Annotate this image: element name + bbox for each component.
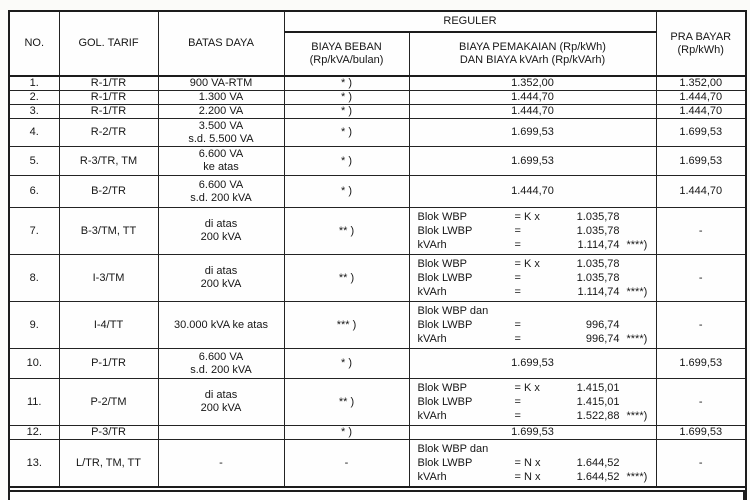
blok-line: kVArh = 1.522,88 ****) [417,410,648,422]
cell-pra-bayar: 1.699,53 [656,147,746,176]
cell-biaya-beban: * ) [284,176,409,208]
table-row [9,426,746,440]
cell-pra-bayar: 1.444,70 [656,105,746,119]
batas-line: s.d. 200 kVA [190,363,252,376]
cell-no: 5. [9,147,59,176]
blok-line: Blok WBP dan [417,305,489,317]
blok-line: Blok WBP = K x 1.415,01 [417,382,620,394]
table-row [9,147,746,176]
cell-pra-bayar: 1.352,00 [656,76,746,91]
table-row [9,379,746,426]
cell-biaya-beban: * ) [284,76,409,91]
cell-pra-bayar: 1.699,53 [656,426,746,440]
cell-gol-tarif: R-1/TR [59,91,158,105]
table-row [9,105,746,119]
cell-gol-tarif: P-3/TR [59,426,158,440]
header-reguler: REGULER [284,11,656,32]
cell-biaya-beban: * ) [284,147,409,176]
cell-biaya-pemakaian: 1.699,53 [409,349,656,379]
cell-no: 7. [9,208,59,255]
batas-line: 6.600 VA [198,148,244,160]
cell-biaya-beban: - [284,440,409,488]
cell-pra-bayar: - [656,302,746,349]
batas-line: 200 kVA [200,402,242,414]
blok-line: kVArh = 1.114,74 ****) [417,286,648,298]
cell-pra-bayar: 1.699,53 [656,349,746,379]
notes-box-top-edge [8,490,745,500]
cell-no: 12. [9,426,59,440]
blok-line: Blok LWBP = 996,74 [417,319,620,331]
cell-biaya-pemakaian: 1.699,53 [409,426,656,440]
cell-biaya-beban: ** ) [284,255,409,302]
table-row [9,119,746,147]
blok-line: Blok WBP = K x 1.035,78 [417,211,620,223]
cell-gol-tarif: R-1/TR [59,105,158,119]
cell-batas-daya [158,349,284,379]
cell-biaya-beban: * ) [284,105,409,119]
cell-no: 8. [9,255,59,302]
table-row [9,302,746,349]
header-pra-bayar [656,11,746,76]
cell-batas-daya [158,176,284,208]
header-row-top [9,11,746,32]
cell-biaya-pemakaian [409,379,656,426]
cell-pra-bayar: - [656,208,746,255]
cell-pra-bayar: - [656,379,746,426]
cell-gol-tarif: I-4/TT [59,302,158,349]
cell-gol-tarif: B-3/TM, TT [59,208,158,255]
cell-biaya-pemakaian: 1.699,53 [409,147,656,176]
cell-biaya-beban: ** ) [284,208,409,255]
cell-pra-bayar: 1.444,70 [656,176,746,208]
cell-batas-daya [158,379,284,426]
batas-line: ke atas [203,161,239,173]
header-gol-tarif: GOL. TARIF [59,11,158,76]
cell-batas-daya: 30.000 kVA ke atas [158,302,284,349]
blok-line: Blok LWBP = 1.415,01 [417,396,620,408]
cell-gol-tarif: L/TR, TM, TT [59,440,158,488]
cell-biaya-pemakaian: 1.352,00 [409,76,656,91]
blok-line: Blok LWBP = 1.035,78 [417,272,620,284]
cell-batas-daya [158,426,284,440]
cell-biaya-beban: * ) [284,91,409,105]
batas-line: di atas [204,265,238,277]
header-biaya-beban [284,32,409,76]
cell-biaya-beban: * ) [284,426,409,440]
cell-gol-tarif: B-2/TR [59,176,158,208]
cell-gol-tarif: P-1/TR [59,349,158,379]
blok-line: kVArh = 996,74 ****) [417,333,648,345]
table-row [9,91,746,105]
cell-batas-daya [158,147,284,176]
table-row [9,255,746,302]
cell-batas-daya: 2.200 VA [158,105,284,119]
batas-line: di atas [204,218,238,230]
cell-biaya-beban: ** ) [284,379,409,426]
cell-no: 3. [9,105,59,119]
cell-no: 2. [9,91,59,105]
cell-gol-tarif: I-3/TM [59,255,158,302]
header-pra-bayar-line1: PRA BAYAR [670,30,732,43]
cell-no: 6. [9,176,59,208]
tariff-table [8,10,747,500]
batas-line: 200 kVA [200,231,242,243]
cell-no: 11. [9,379,59,426]
cell-biaya-pemakaian [409,208,656,255]
cell-batas-daya [158,255,284,302]
cell-batas-daya: 900 VA-RTM [158,76,284,91]
header-no: NO. [9,11,59,76]
batas-line: s.d. 200 kVA [190,191,252,204]
cell-gol-tarif: R-2/TR [59,119,158,147]
table-row [9,208,746,255]
blok-line: Blok LWBP = 1.035,78 [417,225,620,237]
blok-line: kVArh = N x 1.644,52 ****) [417,471,648,483]
batas-line: 6.600 VA [198,178,244,191]
blok-line: Blok WBP = K x 1.035,78 [417,258,620,270]
batas-line: 3.500 VA [198,119,244,132]
cell-biaya-pemakaian [409,302,656,349]
cell-gol-tarif: R-1/TR [59,76,158,91]
cell-biaya-beban: * ) [284,119,409,147]
cell-gol-tarif: P-2/TM [59,379,158,426]
header-pra-bayar-line2: (Rp/kWh) [677,43,724,56]
blok-line: kVArh = 1.114,74 ****) [417,239,648,251]
batas-line: 200 kVA [200,278,242,290]
header-batas-daya: BATAS DAYA [158,11,284,76]
cell-no: 9. [9,302,59,349]
blok-line: Blok WBP dan [417,443,489,455]
cell-no: 10. [9,349,59,379]
header-biaya-pemakaian-line2: DAN BIAYA kVArh (Rp/kVArh) [459,54,606,66]
cell-biaya-pemakaian: 1.444,70 [409,105,656,119]
cell-pra-bayar: 1.444,70 [656,91,746,105]
cell-batas-daya [158,119,284,147]
cell-batas-daya: - [158,440,284,488]
cell-gol-tarif: R-3/TR, TM [59,147,158,176]
batas-line: 6.600 VA [198,350,244,363]
cell-pra-bayar: - [656,440,746,488]
cell-biaya-beban: * ) [284,349,409,379]
cell-biaya-pemakaian: 1.699,53 [409,119,656,147]
cell-pra-bayar: 1.699,53 [656,119,746,147]
batas-line: s.d. 5.500 VA [188,132,254,145]
header-biaya-pemakaian [409,32,656,76]
cell-batas-daya: 1.300 VA [158,91,284,105]
cell-batas-daya [158,208,284,255]
header-biaya-beban-line2: (Rp/kVA/bulan) [309,54,384,66]
cell-pra-bayar: - [656,255,746,302]
blok-line: Blok LWBP = N x 1.644,52 [417,457,620,469]
cell-no: 4. [9,119,59,147]
cell-biaya-pemakaian: 1.444,70 [409,176,656,208]
header-biaya-pemakaian-line1: BIAYA PEMAKAIAN (Rp/kWh) [459,41,606,53]
cell-biaya-pemakaian [409,440,656,488]
batas-line: di atas [204,389,238,401]
table-row [9,440,746,488]
cell-biaya-pemakaian [409,255,656,302]
cell-no: 13. [9,440,59,488]
table-row [9,76,746,91]
cell-no: 1. [9,76,59,91]
table-row [9,349,746,379]
table-row [9,176,746,208]
header-biaya-beban-line1: BIAYA BEBAN [311,41,382,53]
cell-biaya-beban: *** ) [284,302,409,349]
cell-biaya-pemakaian: 1.444,70 [409,91,656,105]
